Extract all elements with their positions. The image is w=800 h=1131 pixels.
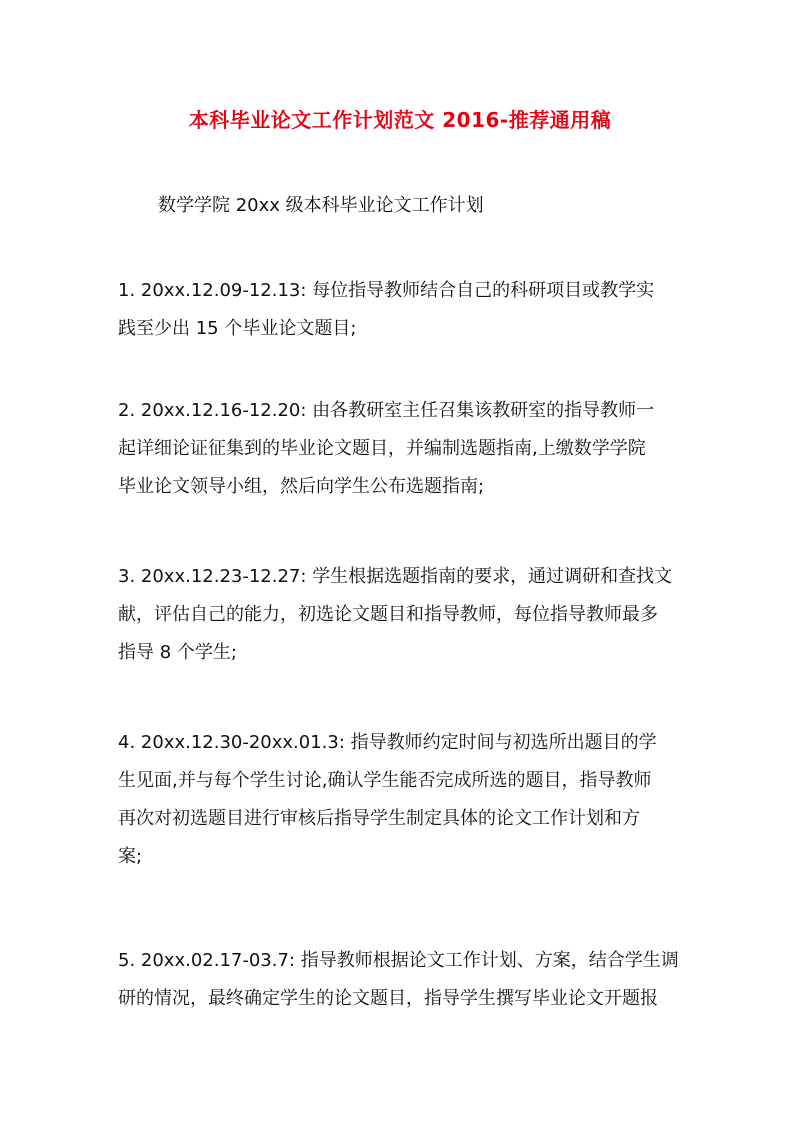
paragraph-line: 生见面,并与每个学生讨论,确认学生能否完成所选的题目，指导教师 <box>118 770 652 791</box>
paragraph-4 <box>118 724 688 876</box>
paragraph-3 <box>118 558 688 672</box>
paragraph-line: 践至少出 15 个毕业论文题目; <box>118 318 357 339</box>
paragraph-line: 起详细论证征集到的毕业论文题目，并编制选题指南,上缴数学学院 <box>118 438 646 459</box>
paragraph-1 <box>118 272 688 348</box>
paragraph-line: 再次对初选题目进行审核后指导学生制定具体的论文工作计划和方 <box>118 808 640 829</box>
paragraph-line: 5. 20xx.02.17-03.7: 指导教师根据论文工作计划、方案，结合学生调 <box>118 950 679 971</box>
document-title: 本科毕业论文工作计划范文 2016-推荐通用稿 <box>188 108 612 132</box>
paragraph-5 <box>118 942 688 1018</box>
paragraph-line: 4. 20xx.12.30-20xx.01.3: 指导教师约定时间与初选所出题目的学 <box>118 732 657 753</box>
paragraph-line: 1. 20xx.12.09-12.13: 每位指导教师结合自己的科研项目或教学实 <box>118 280 655 301</box>
document-subtitle: 数学学院 20xx 级本科毕业论文工作计划 <box>158 195 484 216</box>
paragraph-line: 2. 20xx.12.16-12.20: 由各教研室主任召集该教研室的指导教师一 <box>118 400 655 421</box>
paragraph-line: 指导 8 个学生; <box>118 642 237 663</box>
paragraph-line: 研的情况，最终确定学生的论文题目，指导学生撰写毕业论文开题报 <box>118 988 658 1009</box>
paragraph-line: 献，评估自己的能力，初选论文题目和指导教师，每位指导教师最多 <box>118 604 658 625</box>
paragraph-line: 毕业论文领导小组，然后向学生公布选题指南; <box>118 476 485 497</box>
paragraph-line: 3. 20xx.12.23-12.27: 学生根据选题指南的要求，通过调研和查找文 <box>118 566 673 587</box>
paragraph-2 <box>118 392 688 506</box>
paragraph-line: 案; <box>118 846 143 867</box>
